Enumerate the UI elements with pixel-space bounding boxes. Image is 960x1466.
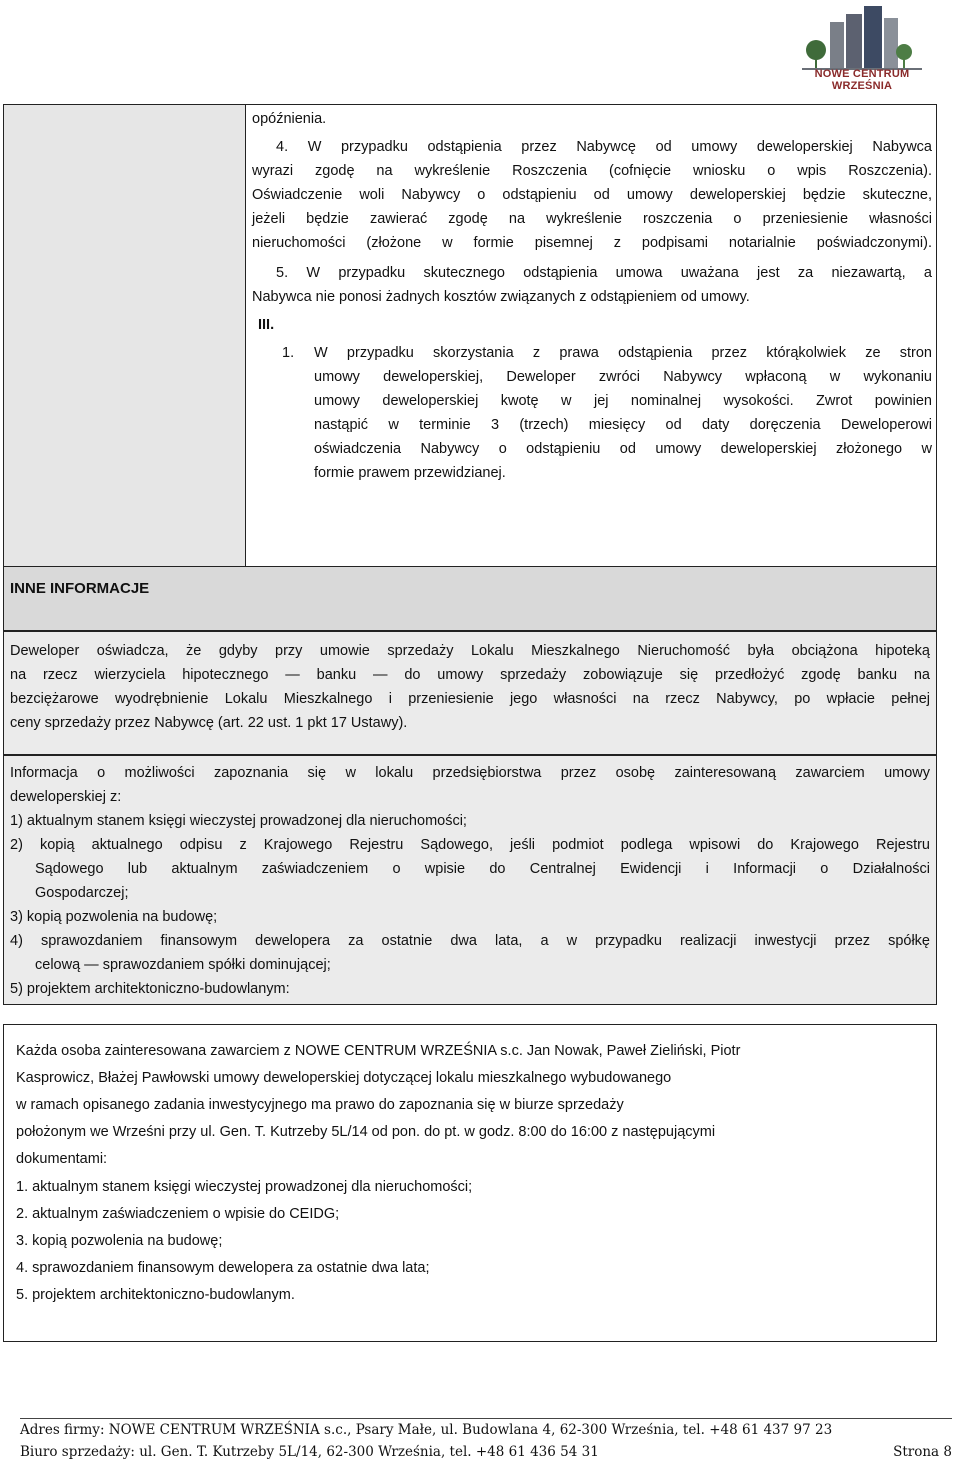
list-item-continuation: Gospodarczej; [35,885,129,901]
logo-wordmark: NOWE CENTRUM WRZEŚNIA [814,68,910,92]
text-line: 4. W przypadku odstąpienia przez Nabywcę od umowy deweloperskiej Nabywca [276,139,932,155]
list-item-continuation: Sądowego lub aktualnym zaświadczeniem o wpisie do Centralnej Ewidencji i Informacji o Działalności [35,861,930,877]
list-item: 5) projektem architektoniczno-budowlanym: [10,981,290,997]
footer-divider [20,1418,952,1419]
list-item: 3) kopią pozwolenia na budowę; [10,909,218,925]
footer-address: Adres firmy: NOWE CENTRUM WRZEŚNIA s.c., Psary Małe, ul. Budowlana 4, 62-300 Września, tel. +48 61 437 97 23 [20,1422,833,1438]
text-line: Informacja o możliwości zapoznania się w lokalu przedsiębiorstwa przez osobę zainteresowaną zawarciem umowy [10,765,930,781]
text-line: W przypadku skorzystania z prawa odstąpienia przez którąkolwiek ze stron [314,345,932,361]
list-item: 1) aktualnym stanem księgi wieczystej prowadzonej dla nieruchomości; [10,813,467,829]
list-item: 4. sprawozdaniem finansowym dewelopera za ostatnie dwa lata; [16,1260,430,1276]
list-item: 2) kopią aktualnego odpisu z Krajowego Rejestru Sądowego, jeśli podmiot podlega wpisowi do Krajowego Rejestru [10,837,930,853]
list-item: 1. aktualnym stanem księgi wieczystej prowadzonej dla nieruchomości; [16,1179,473,1195]
section-title: INNE INFORMACJE [10,580,150,597]
top-table [3,104,937,567]
text-line: Deweloper oświadcza, że gdyby przy umowie sprzedaży Lokalu Mieszkalnego Nieruchomość była obciążona hipoteką [10,643,930,659]
list-item: 2. aktualnym zaświadczeniem o wpisie do CEIDG; [16,1206,340,1222]
text-line: formie prawem przewidzianej. [314,465,506,481]
mortgage-info-box [3,631,937,755]
text-line: 5. W przypadku skutecznego odstąpienia umowa uważana jest za niezawartą, a [276,265,932,281]
text-line: Nabywca nie ponosi żadnych kosztów związanych z odstąpieniem od umowy. [252,289,750,305]
viewing-info-box [3,1024,937,1342]
page-number: Strona 8 [893,1444,952,1460]
section-number: III. [258,317,275,333]
text-line: Każda osoba zainteresowana zawarciem z NOWE CENTRUM WRZEŚNIA s.c. Jan Nowak, Paweł Zieliński, Piotr [16,1043,741,1059]
footer-office [20,1444,952,1460]
list-item: 3. kopią pozwolenia na budowę; [16,1233,223,1249]
section-header [3,567,937,631]
text-line: w ramach opisanego zadania inwestycyjnego ma prawo do zapoznania się w biurze sprzedaży [16,1097,624,1113]
text-line: na rzecz wierzyciela hipotecznego — banku — do umowy sprzedaży zobowiązuje się przedłożyć zgodę banku na [10,667,930,683]
list-item: 5. projektem architektoniczno-budowlanym. [16,1287,295,1303]
text-line: nastąpić w terminie 3 (trzech) miesięcy od daty doręczenia Deweloperowi [314,417,932,433]
text-line: nieruchomości (złożone w formie pisemnej z podpisami notarialnie poświadczonymi). [252,235,932,251]
text-line: położonym we Wrześni przy ul. Gen. T. Kutrzeby 5L/14 od pon. do pt. w godz. 8:00 do 16:00 z następującymi [16,1124,716,1140]
text-line: jeżeli będzie zawierać zgodę na wykreślenie roszczenia o przeniesienie własności [252,211,932,227]
text-line: umowy deweloperskiej, Deweloper zwróci Nabywcy wpłaconą w wykonaniu [314,369,932,385]
documents-info-box [3,755,937,1005]
list-item: 4) sprawozdaniem finansowym dewelopera za ostatnie dwa lata, a w przypadku realizacji inwestycji przez spółkę [10,933,930,949]
footer-office-text: Biuro sprzedaży: ul. Gen. T. Kutrzeby 5L/14, 62-300 Września, tel. +48 61 436 54 31 [20,1444,599,1460]
text-line: oświadczenia Nabywcy o odstąpieniu od umowy deweloperskiej złożonego w [314,441,932,457]
text-line: ceny sprzedaży przez Nabywcę (art. 22 ust. 1 pkt 17 Ustawy). [10,715,408,731]
text-line: wyrazi zgodę na wykreślenie Roszczenia (cofnięcie wniosku o wpis Roszczenia). [252,163,932,179]
top-table-label-cell [4,105,246,566]
text-line: Kasprowicz, Błażej Pawłowski umowy deweloperskiej dotyczącej lokalu mieszkalnego wybudowanego [16,1070,672,1086]
text-line: opóźnienia. [252,111,327,127]
text-line: umowy deweloperskiej kwotę w jej nominalnej wysokości. Zwrot powinien [314,393,932,409]
list-item-continuation: celową — sprawozdaniem spółki dominującej; [35,957,331,973]
text-line: dokumentami: [16,1151,108,1167]
text-line: Oświadczenie woli Nabywcy o odstąpieniu od umowy deweloperskiej będzie skuteczne, [252,187,932,203]
text-line: deweloperskiej z: [10,789,122,805]
text-line: bezciężarowe wyodrębnienie Lokalu Mieszkalnego i przeniesienie jego własności na rzecz Nabywcy, po wpłacie pełnej [10,691,930,707]
list-number: 1. [282,345,295,361]
